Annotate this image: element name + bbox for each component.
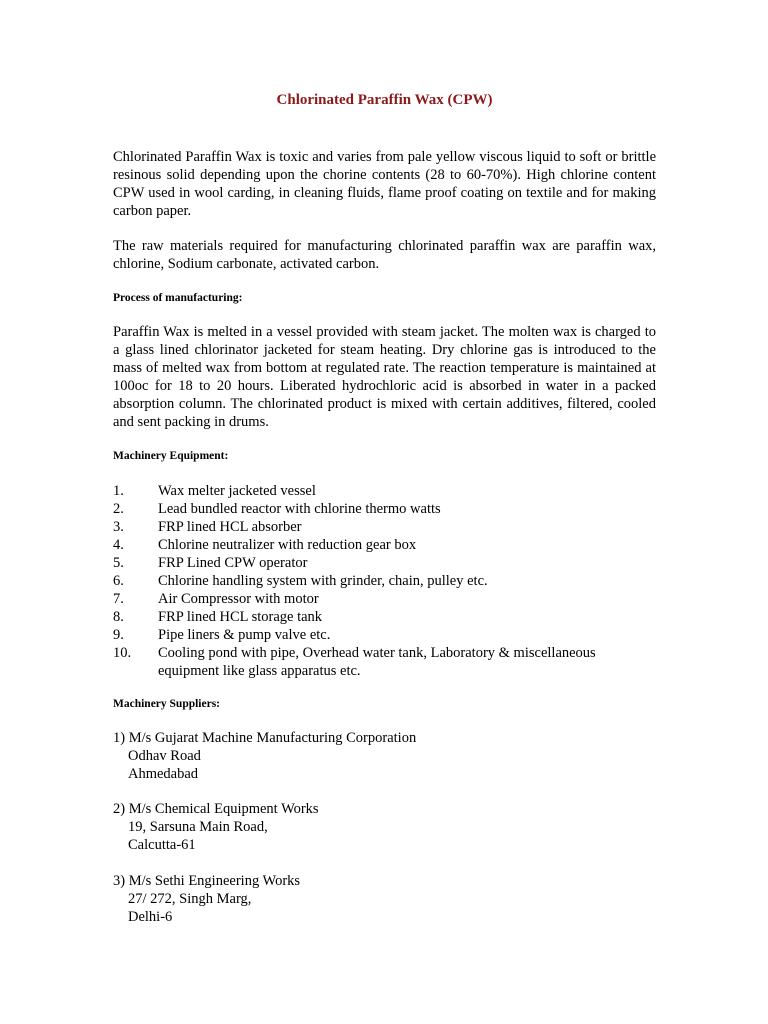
document-title: Chlorinated Paraffin Wax (CPW): [276, 92, 493, 108]
intro-paragraph: Chlorinated Paraffin Wax is toxic and varies from pale yellow viscous liquid to soft or brittle resinous solid depending upon the chorine contents (28 to 60-70%). High chlorine content CPW used in wool carding, in cleaning fluids, flame proof coating on textile and for making carbon paper.: [113, 149, 656, 219]
supplier-address-line: 27/ 272, Singh Marg,: [128, 891, 252, 907]
list-item: [113, 644, 656, 680]
list-item-number: 9.: [113, 627, 124, 643]
list-item-text: Chlorine neutralizer with reduction gear box: [158, 537, 417, 553]
list-item-number: 7.: [113, 591, 124, 607]
list-item-text: Pipe liners & pump valve etc.: [158, 627, 331, 643]
equipment-list: [113, 482, 656, 680]
supplier-name: 3) M/s Sethi Engineering Works: [113, 873, 301, 889]
list-item-number: 5.: [113, 555, 124, 571]
list-item: [113, 608, 656, 626]
list-item: [113, 536, 656, 554]
list-item: [113, 590, 656, 608]
supplier-address-line: Ahmedabad: [128, 766, 199, 782]
supplier-address-line: 19, Sarsuna Main Road,: [128, 819, 268, 835]
list-item-number: 6.: [113, 573, 124, 589]
process-heading: Process of manufacturing:: [113, 292, 243, 304]
list-item: [113, 500, 656, 518]
supplier-address-line: Calcutta-61: [128, 837, 196, 853]
list-item-text: Wax melter jacketed vessel: [158, 483, 316, 499]
supplier-name: 1) M/s Gujarat Machine Manufacturing Corporation: [113, 730, 417, 746]
supplier-entry: [113, 800, 319, 854]
list-item-text: Air Compressor with motor: [158, 591, 319, 607]
list-item: [113, 518, 656, 536]
process-paragraph: Paraffin Wax is melted in a vessel provided with steam jacket. The molten wax is charged to a glass lined chlorinator jacketed for steam heating. Dry chlorine gas is introduced to the mass of melted wax from bottom at regulated rate. The reaction temperature is maintained at 100oc for 18 to 20 hours. Liberated hydrochloric acid is absorbed in water in a packed absorption column. The chlorinated product is mixed with certain additives, filtered, cooled and sent packing in drums.: [113, 324, 656, 430]
list-item: [113, 572, 656, 590]
list-item: [113, 626, 656, 644]
supplier-name: 2) M/s Chemical Equipment Works: [113, 801, 319, 817]
list-item-number: 1.: [113, 483, 124, 499]
list-item: [113, 554, 656, 572]
supplier-address-line: Odhav Road: [128, 748, 201, 764]
list-item-number: 4.: [113, 537, 124, 553]
list-item-text: Lead bundled reactor with chlorine thermo watts: [158, 501, 441, 517]
list-item-text: FRP Lined CPW operator: [158, 555, 308, 571]
supplier-entry: [113, 872, 300, 926]
list-item-text: Chlorine handling system with grinder, chain, pulley etc.: [158, 573, 488, 589]
list-item-text: Cooling pond with pipe, Overhead water tank, Laboratory & miscellaneous equipment like glass apparatus etc.: [158, 645, 596, 679]
supplier-address-line: Delhi-6: [128, 909, 173, 925]
list-item-number: 8.: [113, 609, 124, 625]
supplier-entry: [113, 729, 416, 783]
list-item-text: FRP lined HCL storage tank: [158, 609, 323, 625]
list-item-text: FRP lined HCL absorber: [158, 519, 302, 535]
suppliers-heading: Machinery Suppliers:: [113, 698, 221, 710]
list-item: [113, 482, 656, 500]
list-item-number: 10.: [113, 645, 132, 661]
raw-materials-paragraph: The raw materials required for manufacturing chlorinated paraffin wax are paraffin wax, chlorine, Sodium carbonate, activated carbon.: [113, 238, 656, 272]
equipment-heading: Machinery Equipment:: [113, 450, 229, 462]
list-item-number: 3.: [113, 519, 124, 535]
list-item-number: 2.: [113, 501, 124, 517]
